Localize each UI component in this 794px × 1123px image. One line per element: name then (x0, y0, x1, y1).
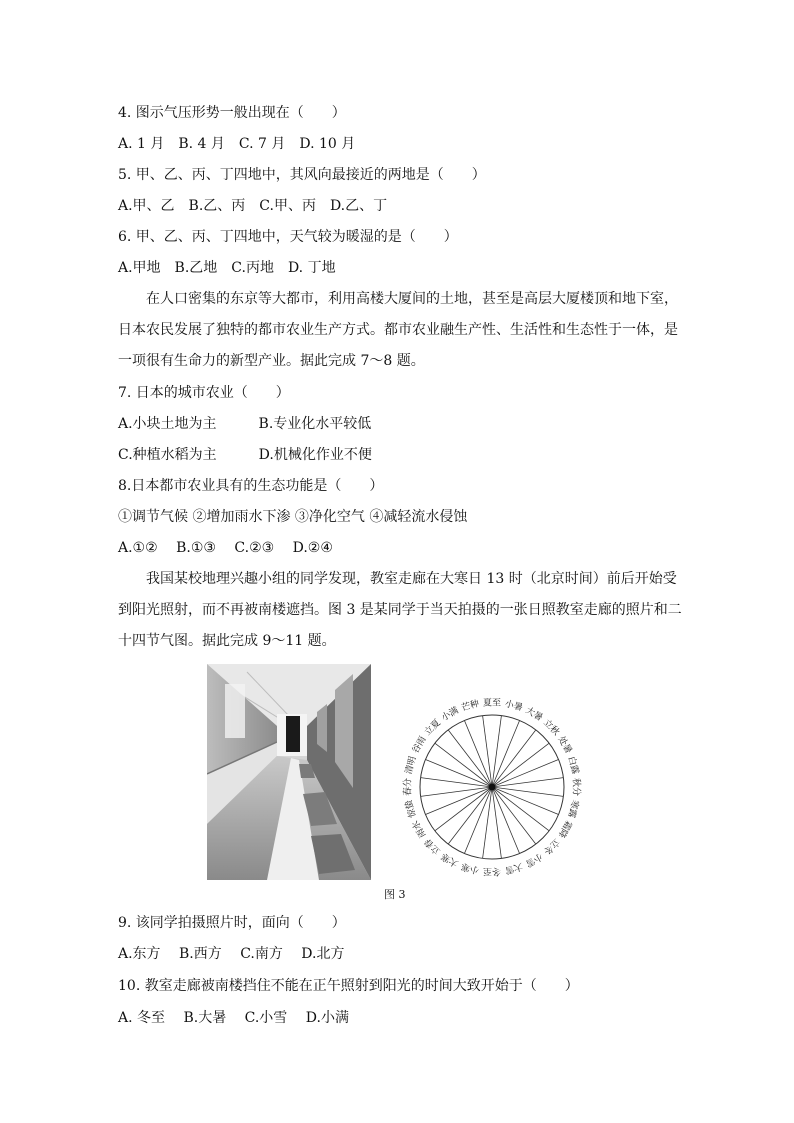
q4-stem: 4. 图示气压形势一般出现在（ ） (118, 105, 346, 121)
q8-options: A.①② B.①③ C.②③ D.②④ (118, 540, 333, 556)
solar-term-label: 小暑 (503, 699, 524, 714)
solar-term-label: 夏至 (482, 698, 502, 709)
solar-term-label: 大寒 (439, 850, 461, 869)
solar-term-label: 谷雨 (410, 734, 429, 756)
q7-options-row1: A.小块土地为主 B.专业化水平较低 (118, 416, 372, 432)
solar-term-label: 惊蛰 (404, 798, 419, 819)
q5-options: A.甲、乙 B.乙、丙 C.甲、丙 D.乙、丁 (118, 198, 388, 214)
solar-term-label: 冬至 (482, 865, 502, 876)
dial-center (489, 784, 496, 791)
q9-options: A.东方 B.西方 C.南方 D.北方 (118, 946, 345, 962)
q8-stem: 8.日本都市农业具有的生态功能是（ ） (118, 478, 384, 494)
solar-term-label: 处暑 (555, 734, 574, 756)
q4-options: A. 1 月 B. 4 月 C. 7 月 D. 10 月 (118, 136, 356, 152)
passage1-line1: 在人口密集的东京等大都市，利用高楼大厦间的土地，甚至是高层大厦楼顶和地下室， (146, 291, 678, 307)
solar-term-label: 春分 (403, 777, 414, 797)
q10-stem: 10. 教室走廊被南楼挡住不能在正午照射到阳光的时间大致开始于（ ） (118, 978, 579, 994)
q8-items: ①调节气候 ②增加雨水下渗 ③净化空气 ④减轻流水侵蚀 (118, 509, 468, 525)
solar-term-label: 小寒 (460, 860, 481, 875)
passage2-line1: 我国某校地理兴趣小组的同学发现，教室走廊在大寒日 13 时（北京时间）前后开始受 (146, 571, 677, 587)
solar-term-label: 芒种 (460, 699, 481, 714)
corridor-photo (207, 664, 371, 880)
passage1-line3: 一项很有生命力的新型产业。据此完成 7～8 题。 (118, 353, 425, 369)
solar-term-label: 秋分 (570, 777, 581, 797)
passage2-line3: 十四节气图。据此完成 9～11 题。 (118, 633, 336, 649)
q5-stem: 5. 甲、乙、丙、丁四地中，其风向最接近的两地是（ ） (118, 167, 486, 183)
q7-options-row2: C.种植水稻为主 D.机械化作业不便 (118, 447, 372, 463)
solar-term-label: 白露 (565, 755, 580, 776)
solar-term-label: 小雪 (523, 850, 545, 869)
solar-term-label: 雨水 (410, 818, 429, 840)
solar-terms-diagram (400, 692, 584, 882)
q10-options: A. 冬至 B.大暑 C.小雪 D.小满 (118, 1010, 349, 1026)
solar-term-label: 小满 (439, 705, 461, 724)
q9-stem: 9. 该同学拍摄照片时，面向（ ） (118, 915, 346, 931)
solar-term-label: 寒露 (565, 798, 580, 819)
q7-stem: 7. 日本的城市农业（ ） (118, 385, 290, 401)
solar-term-label: 立春 (423, 836, 443, 856)
passage1-line2: 日本农民发展了独特的都市农业生产方式。都市农业融生产性、生活性和生态性于一体，是 (118, 322, 678, 338)
figure-caption: 图 3 (384, 888, 406, 901)
solar-term-label: 大暑 (523, 705, 545, 724)
q6-options: A.甲地 B.乙地 C.丙地 D. 丁地 (118, 260, 336, 276)
solar-term-label: 立秋 (541, 718, 561, 738)
solar-term-label: 清明 (404, 755, 419, 776)
solar-term-label: 大雪 (503, 860, 524, 875)
passage2-line2: 到阳光照射，而不再被南楼遮挡。图 3 是某同学于当天拍摄的一张日照教室走廊的照片和二 (118, 602, 682, 618)
solar-term-label: 立夏 (423, 718, 443, 738)
solar-term-label: 霜降 (555, 818, 574, 840)
solar-term-label: 立冬 (541, 836, 561, 856)
q6-stem: 6. 甲、乙、丙、丁四地中，天气较为暖湿的是（ ） (118, 229, 458, 245)
